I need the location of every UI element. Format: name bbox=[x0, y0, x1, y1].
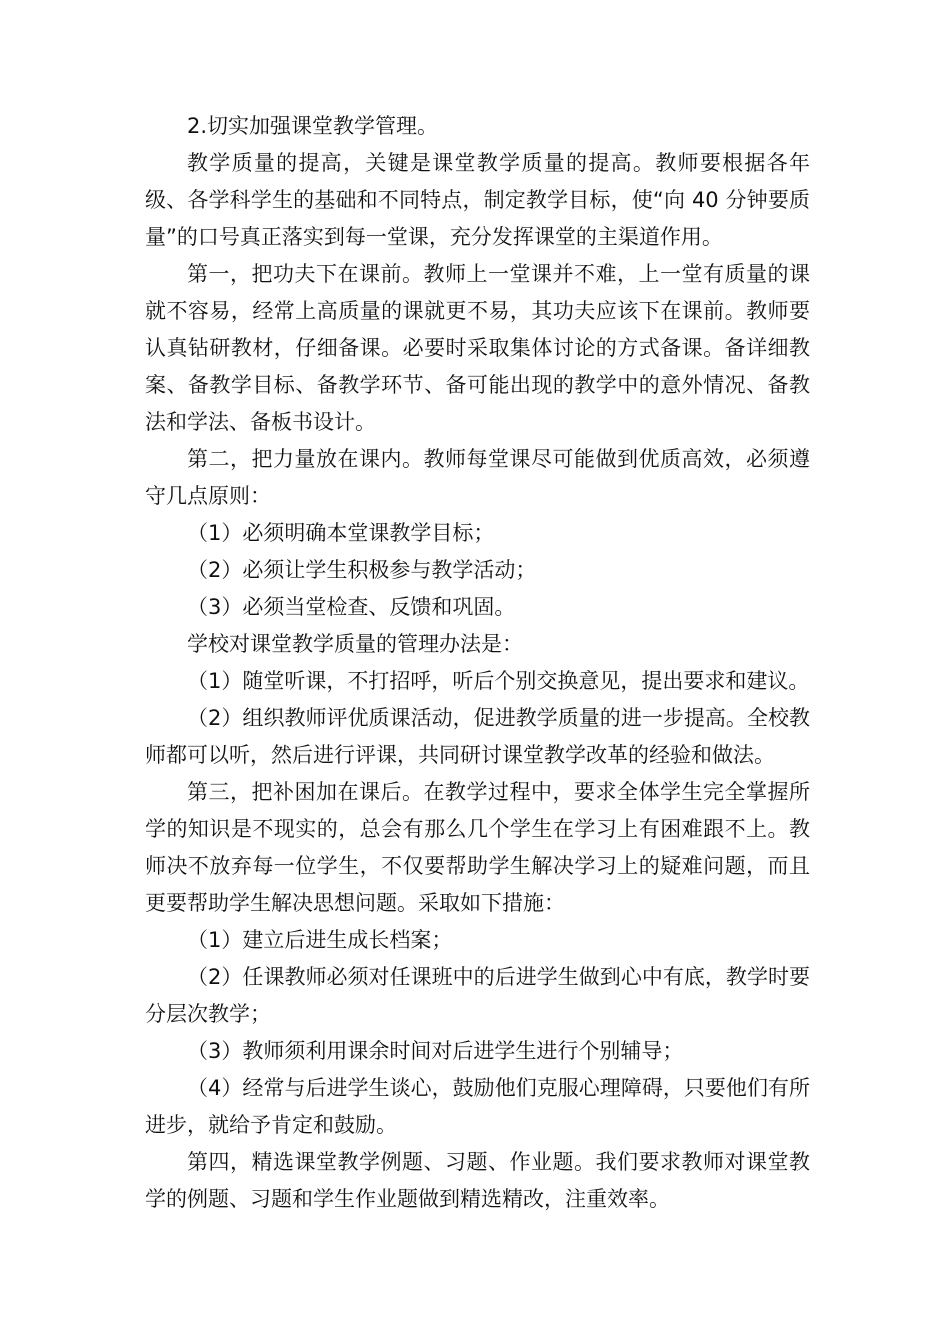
paragraph: 第三，把补困加在课后。在教学过程中，要求全体学生完全掌握所学的知识是不现实的，总会有那么几个学生在学习上有困难跟不上。教师决不放弃每一位学生，不仅要帮助学生解决学习上的疑难问题，而且更要帮助学生解决思想问题。采取如下措施： bbox=[145, 780, 810, 915]
document-body bbox=[145, 108, 810, 1218]
list-item: （1）随堂听课，不打招呼，听后个别交换意见，提出要求和建议。 bbox=[187, 669, 810, 693]
paragraph: 第四，精选课堂教学例题、习题、作业题。我们要求教师对课堂教学的例题、习题和学生作业题做到精选精改，注重效率。 bbox=[145, 1150, 810, 1211]
list-item: （4）经常与后进学生谈心，鼓励他们克服心理障碍，只要他们有所进步，就给予肯定和鼓励。 bbox=[145, 1076, 810, 1137]
list-item: （1）必须明确本堂课教学目标； bbox=[187, 521, 495, 545]
paragraph: 学校对课堂教学质量的管理办法是： bbox=[187, 632, 523, 656]
paragraph: 第二，把力量放在课内。教师每堂课尽可能做到优质高效，必须遵守几点原则： bbox=[145, 447, 810, 508]
section-heading: 2.切实加强课堂教学管理。 bbox=[187, 114, 439, 138]
paragraph: 第一，把功夫下在课前。教师上一堂课并不难，上一堂有质量的课就不容易，经常上高质量的课就更不易，其功夫应该下在课前。教师要认真钻研教材，仔细备课。必要时采取集体讨论的方式备课。备详细教案、备教学目标、备教学环节、备可能出现的教学中的意外情况、备教法和学法、备板书设计。 bbox=[145, 262, 810, 434]
list-item: （3）必须当堂检查、反馈和巩固。 bbox=[187, 595, 516, 619]
list-item: （2）必须让学生积极参与教学活动； bbox=[187, 558, 537, 582]
paragraph: 教学质量的提高，关键是课堂教学质量的提高。教师要根据各年级、各学科学生的基础和不同特点，制定教学目标，使“向 40 分钟要质量”的口号真正落实到每一堂课，充分发挥课堂的主渠道作用。 bbox=[145, 151, 810, 249]
list-item: （2）任课教师必须对任课班中的后进学生做到心中有底，教学时要分层次教学； bbox=[145, 965, 810, 1026]
list-item: （3）教师须利用课余时间对后进学生进行个别辅导； bbox=[187, 1039, 684, 1063]
list-item: （1）建立后进生成长档案； bbox=[187, 928, 453, 952]
list-item: （2）组织教师评优质课活动，促进教学质量的进一步提高。全校教师都可以听，然后进行评课，共同研讨课堂教学改革的经验和做法。 bbox=[145, 706, 810, 767]
